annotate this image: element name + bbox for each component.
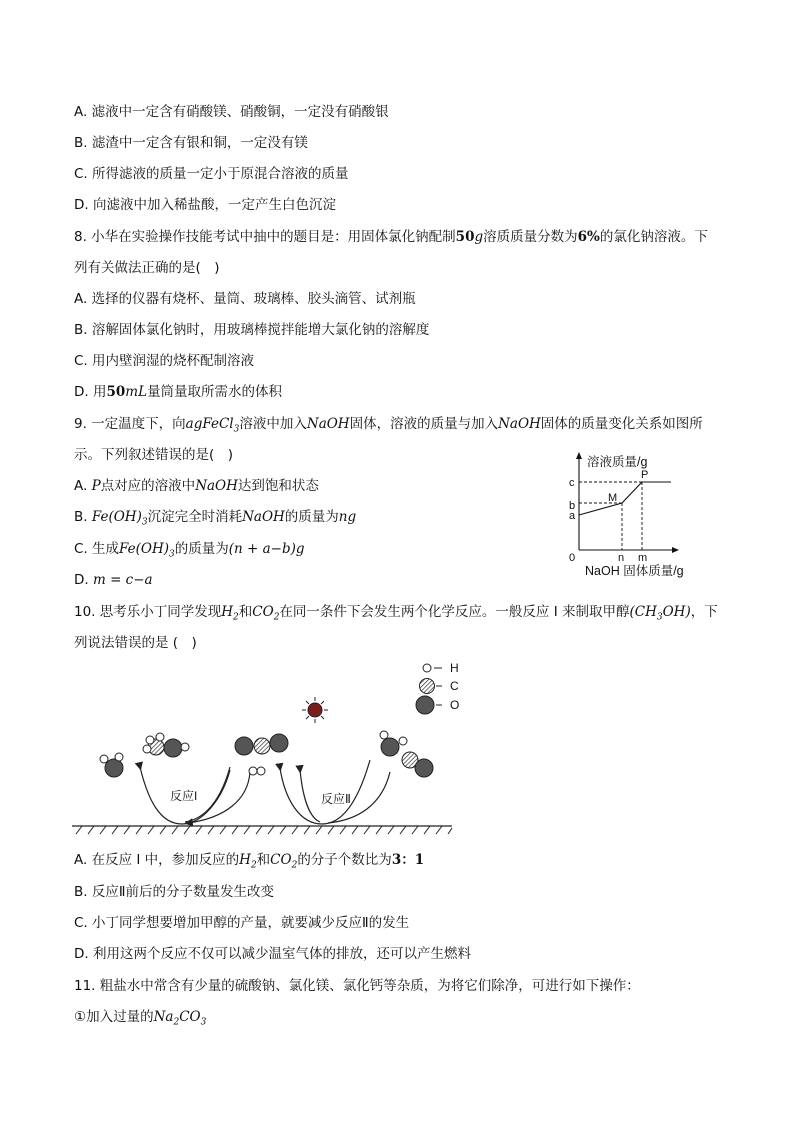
reaction2-left-in xyxy=(300,770,320,822)
q8-stem: 8. 小华在实验操作技能考试中抽中的题目是：用固体氯化钠配制50g溶质质量分数为6%的氯化钠溶液。下 xyxy=(74,229,708,245)
q7-option-d: D. 向滤液中加入稀盐酸，一定产生白色沉淀 xyxy=(74,197,336,213)
q9-option-d: D. m = c−a xyxy=(74,572,153,588)
co2-molecule-icon xyxy=(235,734,288,755)
chart-y-arrow xyxy=(576,452,582,459)
q10-stem-line2: 列说法错误的是 ( ) xyxy=(74,635,197,651)
q8-option-a: A. 选择的仪器有烧杯、量筒、玻璃棒、胶头滴管、试剂瓶 xyxy=(74,291,416,307)
chart-ytick-b: b xyxy=(569,500,576,512)
q7-option-c: C. 所得滤液的质量一定小于原混合溶液的质量 xyxy=(74,166,349,182)
chart-ytick-c: c xyxy=(569,477,575,489)
hydrogen-atom-icon xyxy=(423,664,431,672)
carbon-atom-icon xyxy=(420,679,435,694)
reaction1-label: 反应I xyxy=(170,789,198,803)
water-molecule-icon xyxy=(100,753,123,777)
q10-option-c: C. 小丁同学想要增加甲醇的产量，就要减少反应Ⅱ的发生 xyxy=(74,915,410,931)
q9-stem-line2: 示。下列叙述错误的是( ) xyxy=(74,447,234,463)
q10-option-a: A. 在反应 I 中，参加反应的$H_2$和$CO_2$的分子个数比为3：1 xyxy=(74,852,425,871)
legend-o-label: O xyxy=(450,698,460,712)
reaction2-label: 反应Ⅱ xyxy=(321,792,351,806)
chart-point-p-label: P xyxy=(641,469,649,481)
methanol-molecule-icon xyxy=(143,733,189,757)
sun-icon xyxy=(302,697,328,723)
atom-legend xyxy=(416,661,459,714)
q8-option-d: D. 用50mL量筒量取所需水的体积 xyxy=(74,384,283,400)
q8-option-b: B. 溶解固体氯化钠时，用玻璃棒搅拌能增大氯化钠的溶解度 xyxy=(74,322,430,338)
q9-stem: 9. 一定温度下，向agFeCl$_3$溶液中加入NaOH固体，溶液的质量与加入NaOH固体的质量变化关系如图所 xyxy=(74,416,703,435)
h2-molecule-icon xyxy=(249,767,265,775)
co-molecule-icon xyxy=(402,752,433,777)
water-molecule-icon-2 xyxy=(380,731,407,756)
chart-point-m-label: M xyxy=(608,492,618,504)
q10-option-b: B. 反应Ⅱ前后的分子数量发生改变 xyxy=(74,884,274,900)
q9-option-c: C. 生成$Fe(OH)_3$的质量为(n + a−b)g xyxy=(74,541,305,560)
q10-option-d: D. 利用这两个反应不仅可以减少温室气体的排放，还可以产生燃料 xyxy=(74,946,471,962)
chart-origin: 0 xyxy=(569,552,576,564)
q8-stem-line2: 列有关做法正确的是( ) xyxy=(74,260,220,276)
oxygen-atom-icon xyxy=(416,696,434,714)
chart-xtick-m: m xyxy=(638,552,648,564)
chart-x-arrow xyxy=(672,547,679,553)
q7-option-a: A. 滤液中一定含有硝酸镁、硝酸铜，一定没有硝酸银 xyxy=(74,104,389,120)
q11-step1: ①加入过量的$Na_2CO_3$ xyxy=(74,1009,207,1028)
chart-xtick-n: n xyxy=(618,552,625,564)
chart-xlabel: NaOH 固体质量/g xyxy=(585,564,684,578)
chart-ytick-a: a xyxy=(569,510,576,522)
q8-option-c: C. 用内壁润湿的烧杯配制溶液 xyxy=(74,353,255,369)
q7-option-b: B. 滤渣中一定含有银和铜，一定没有镁 xyxy=(74,135,308,151)
q10-stem: 10. 思考乐小丁同学发现$H_2$和$CO_2$在同一条件下会发生两个化学反应。一般反应 I 来制取甲醇$(CH_3OH)$，下 xyxy=(74,604,718,623)
chart-ylabel: 溶液质量/g xyxy=(587,455,648,469)
legend-h-label: H xyxy=(450,661,459,675)
q9-option-a: A. P点对应的溶液中NaOH达到饱和状态 xyxy=(74,478,319,494)
legend-c-label: C xyxy=(450,679,459,693)
q11-stem: 11. 粗盐水中常含有少量的硫酸钠、氯化镁、氯化钙等杂质，为将它们除净，可进行如下操作： xyxy=(74,978,640,994)
q9-chart xyxy=(555,448,705,580)
q9-option-b: B. $Fe(OH)_3$沉淀完全时消耗NaOH的质量为ng xyxy=(74,509,357,528)
surface-hatching xyxy=(76,826,452,834)
q10-diagram xyxy=(70,660,460,838)
